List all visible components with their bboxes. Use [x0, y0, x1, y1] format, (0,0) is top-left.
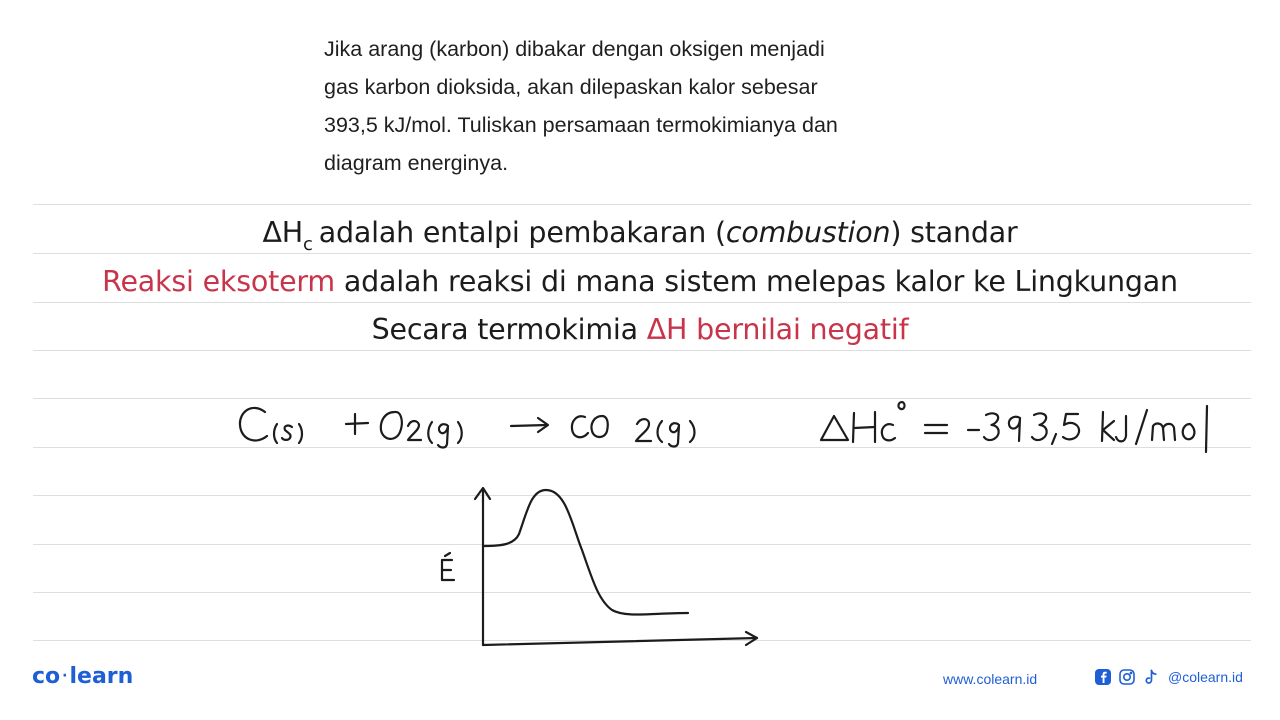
tiktok-icon[interactable]: [1142, 668, 1160, 686]
logo-text: co: [32, 664, 61, 689]
question-line: diagram energinya.: [324, 151, 509, 175]
website-link[interactable]: www.colearn.id: [943, 671, 1038, 687]
logo-text: learn: [69, 664, 134, 689]
equation-handwriting: [240, 408, 695, 448]
note-text: Secara termokimia: [371, 313, 647, 346]
note-italic: combustion: [725, 216, 891, 249]
note-text: adalah entalpi pembakaran (: [318, 216, 726, 249]
instagram-icon[interactable]: [1118, 668, 1136, 686]
note-text: adalah reaksi di mana sistem melepas kalor ke Lingkungan: [335, 265, 1178, 298]
enthalpy-handwriting: [821, 402, 1207, 452]
question-line: 393,5 kJ/mol. Tuliskan persamaan termokimianya dan: [324, 113, 838, 137]
note-text: ) standar: [890, 216, 1018, 249]
social-links: [1094, 668, 1243, 686]
question-line: Jika arang (karbon) dibakar dengan oksigen menjadi: [324, 37, 825, 61]
facebook-icon[interactable]: [1094, 668, 1112, 686]
energy-diagram: [442, 488, 757, 645]
note-highlight: ΔH bernilai negatif: [646, 313, 909, 346]
social-handle[interactable]: @colearn.id: [1168, 669, 1243, 685]
delta-h-subscript: c: [302, 234, 313, 255]
logo-dot: ·: [62, 668, 68, 684]
note-highlight: Reaksi eksoterm: [102, 265, 335, 298]
delta-h-symbol: ΔH: [262, 216, 303, 249]
question-line: gas karbon dioksida, akan dilepaskan kalor sebesar: [324, 75, 818, 99]
colearn-logo[interactable]: [32, 664, 133, 689]
